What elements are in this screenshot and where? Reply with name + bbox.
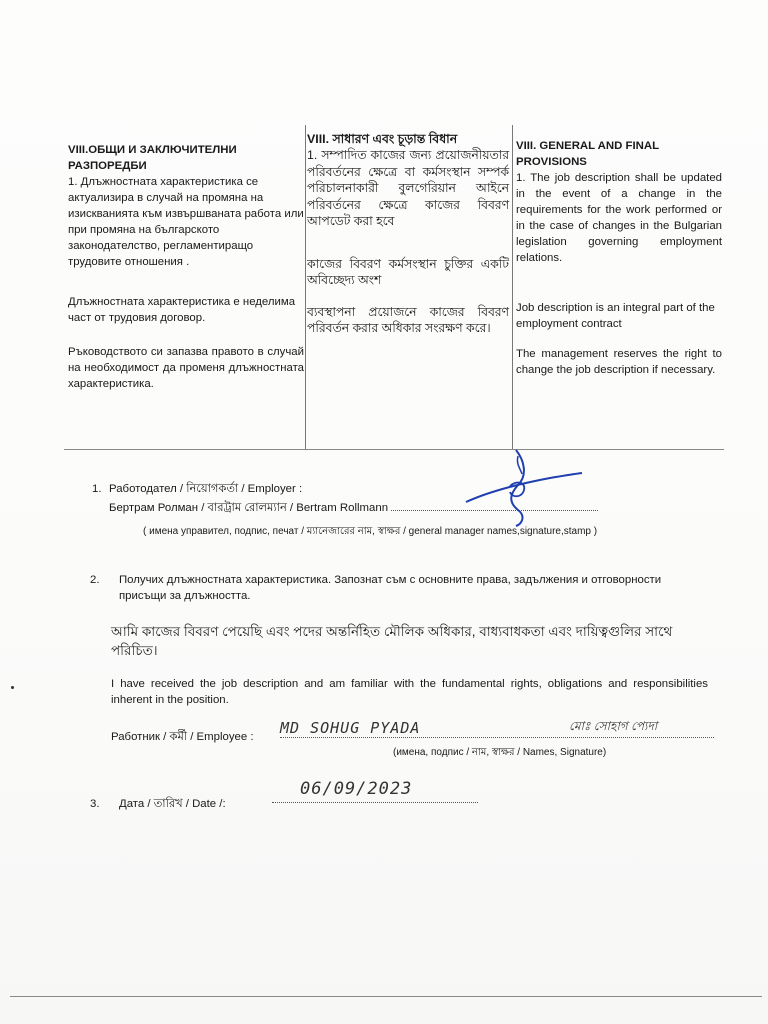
bn-paragraph-2: কাজের বিবরণ কর্মসংস্থান চুক্তির একটি অবিচ্ছেদ্য অংশ xyxy=(307,256,509,287)
employer-name: Бертрам Ролман / বারট্রাম রোলম্যান / Bertram Rollmann xyxy=(109,502,389,514)
employer-signature xyxy=(458,440,588,530)
date-line xyxy=(272,792,478,803)
employee-signature-line xyxy=(280,727,714,738)
employee-label: Работник / কর্মী / Employee : xyxy=(111,731,254,743)
provisions-table xyxy=(64,125,724,449)
section-divider xyxy=(64,449,724,450)
bn-paragraph-1: 1. সম্পাদিত কাজের জন্য প্রয়োজনীয়তার পরিবর্তনের ক্ষেত্রে বা কর্মসংস্থান সম্পর্ক পরিচালনাকারী বুলগেরিয়ান আইনে পরিবর্তনের ক্ষেত্রে কাজের বিবরণ আপডেট করা হবে xyxy=(307,148,509,228)
employer-label: Работодател / নিয়োগকর্তা / Employer : xyxy=(109,483,303,495)
bg-paragraph-2: Длъжностната характеристика е неделима част от трудовия договор. xyxy=(68,296,296,324)
english-column xyxy=(516,125,722,449)
column-divider xyxy=(305,125,306,449)
employer-number: 1. xyxy=(92,483,102,495)
en-paragraph-1: 1. The job description shall be updated in the event of a change in the requirements for the work performed or in the case of changes in the Bulgarian legislation governing employment relations. xyxy=(516,172,722,264)
en-paragraph-3: The management reserves the right to change the job description if necessary. xyxy=(516,348,722,376)
en-paragraph-2: Job description is an integral part of the employment contract xyxy=(516,302,715,330)
date-line-wrap xyxy=(272,792,478,808)
employee-handwritten-name: MD SOHUG PYADA xyxy=(280,719,421,737)
employee-signature: মোঃ সোহাগ প্যেদা xyxy=(569,719,658,733)
employee-bn-text: আমি কাজের বিবরণ পেয়েছি এবং পদের অন্তর্নিহিত মৌলিক অধিকার, বাধ্যবাধকতা এবং দায়িত্বগুলির সাথে পরিচিত। xyxy=(111,624,673,658)
page-edge xyxy=(10,996,762,997)
employee-signature-line-wrap xyxy=(280,727,714,743)
employee-en-text: I have received the job description and am familiar with the fundamental rights, obligations and responsibilities inherent in the position. xyxy=(111,678,708,706)
date-number: 3. xyxy=(90,798,100,810)
date-label: Дата / তারিখ / Date /: xyxy=(119,798,226,810)
employee-bg-text: Получих длъжностната характеристика. Запознат съм с основните права, задължения и отговорности присъщи за длъжността. xyxy=(119,574,662,602)
bg-paragraph-3: Ръководството си запазва правото в случай на необходимост да променя длъжностната характеристика. xyxy=(68,346,304,390)
column-divider xyxy=(512,125,513,449)
bulgarian-column xyxy=(68,125,304,449)
bg-heading: VIII.ОБЩИ И ЗАКЛЮЧИТЕЛНИ РАЗПОРЕДБИ xyxy=(68,144,237,172)
date-value: 06/09/2023 xyxy=(300,779,413,799)
employer-caption: ( имена управител, подпис, печат / ম্যানেজারের নাম, স্বাক্ষর / general manager names,signature,stamp ) xyxy=(143,526,598,537)
bn-paragraph-3: ব্যবস্থাপনা প্রয়োজনে কাজের বিবরণ পরিবর্তন করার অধিকার সংরক্ষণ করে। xyxy=(307,304,509,335)
employee-number: 2. xyxy=(90,574,100,586)
bengali-column xyxy=(307,125,509,449)
employee-caption: (имена, подпис / নাম, স্বাক্ষর / Names, Signature) xyxy=(393,747,607,758)
bg-paragraph-1: 1. Длъжностната характеристика се актуализира в случай на промяна на изискванията към извършваната работа или при промяна на българското законодателство, регламентиращо трудовите отношения . xyxy=(68,176,304,268)
bn-heading: VIII. সাধারণ এবং চূড়ান্ত বিধান xyxy=(307,132,458,146)
scan-artifact xyxy=(11,686,14,689)
en-heading: VIII. GENERAL AND FINAL PROVISIONS xyxy=(516,140,659,168)
